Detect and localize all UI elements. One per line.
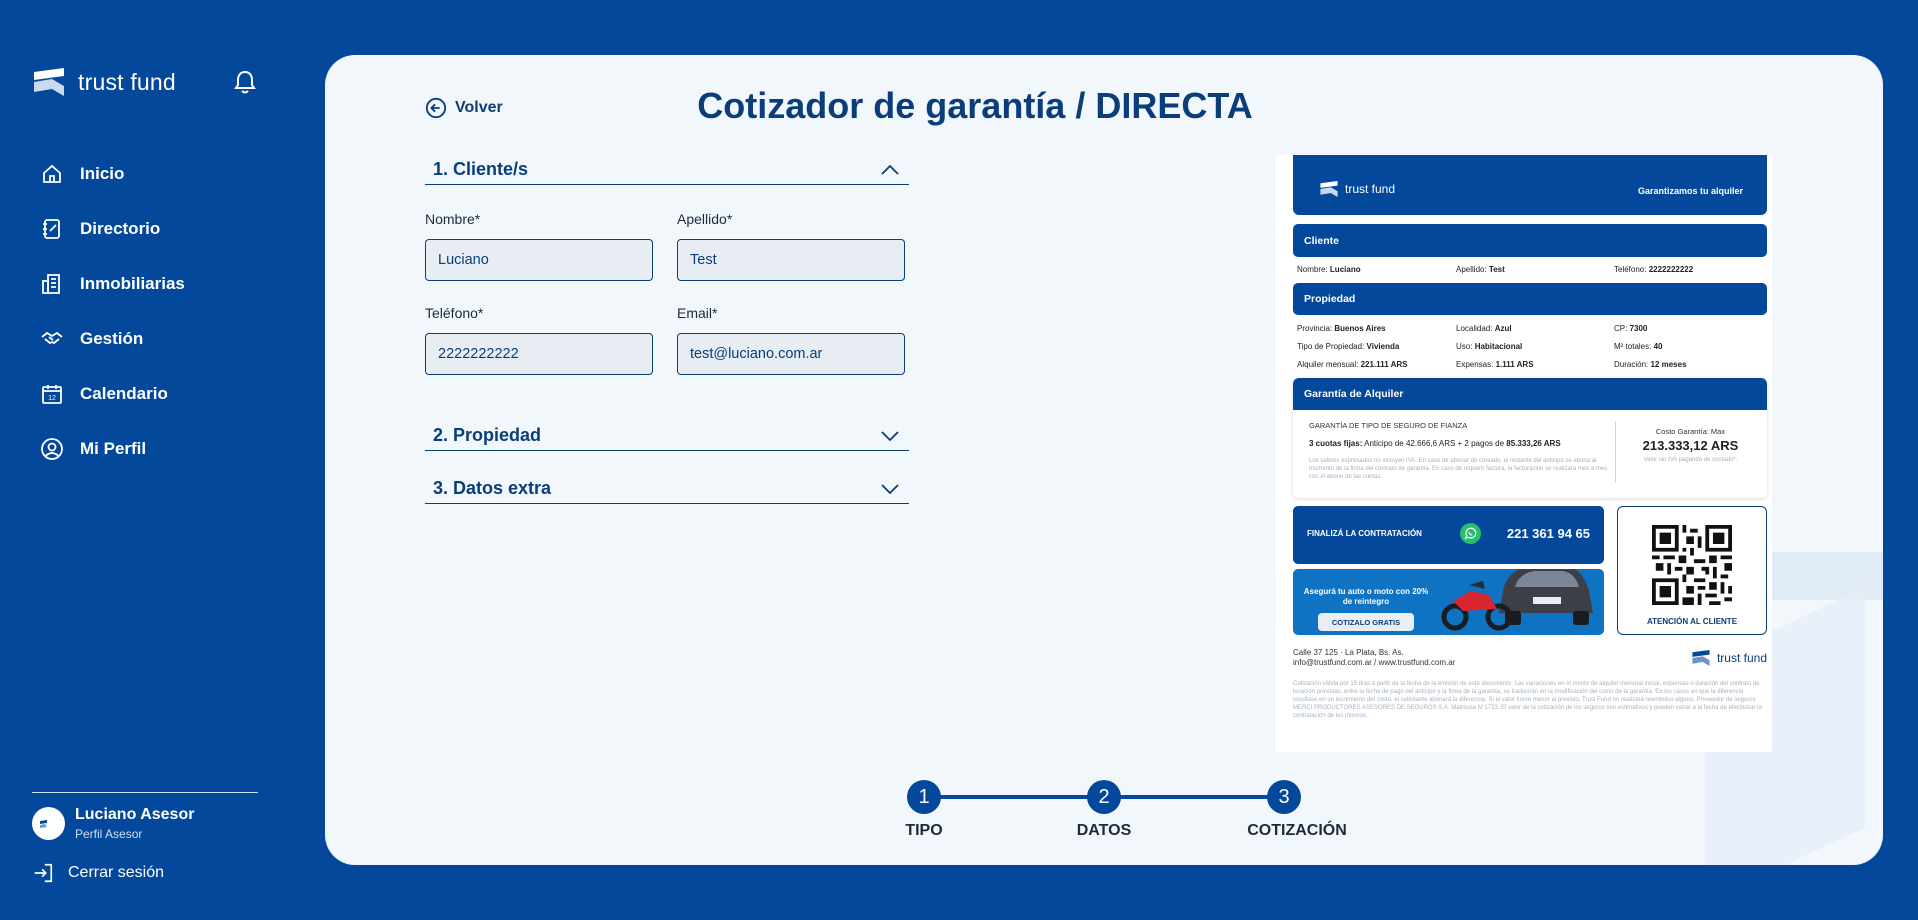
- pv-label: Expensas:: [1456, 360, 1494, 369]
- cost-note: Valor sin IVA pagando de contado*.: [1643, 457, 1738, 463]
- page-title: [325, 85, 1625, 127]
- step-2-label: DATOS: [1076, 822, 1132, 839]
- notebook-icon: [40, 217, 64, 241]
- brand-logo[interactable]: [32, 68, 176, 96]
- pv-value: Azul: [1494, 324, 1512, 333]
- section-clientes-header[interactable]: [425, 159, 909, 185]
- apellido-input[interactable]: [677, 239, 905, 281]
- sidebar-item-label: Directorio: [80, 218, 161, 238]
- back-label: Volver: [455, 99, 503, 116]
- sidebar-divider: [32, 792, 258, 793]
- preview-propiedad-title: Propiedad: [1304, 293, 1356, 305]
- sidebar-item-calendario[interactable]: [40, 366, 185, 421]
- pv-label: Uso:: [1456, 342, 1473, 351]
- qr-code-box[interactable]: [1617, 506, 1767, 635]
- divider: [1615, 421, 1616, 483]
- step-3-circle[interactable]: 3: [1267, 780, 1301, 814]
- page-title-separator: /: [1075, 85, 1086, 126]
- section-title: 1. Cliente/s: [433, 159, 529, 179]
- address-line: Calle 37 125 · La Plata, Bs. As.: [1293, 648, 1404, 657]
- main-panel: [325, 55, 1883, 865]
- user-name: Luciano Asesor: [75, 806, 195, 823]
- preview-header: [1293, 155, 1767, 215]
- preview-slogan: Garantizamos tu alquiler: [1637, 186, 1743, 196]
- pv-label: Teléfono:: [1614, 265, 1647, 274]
- quote-preview[interactable]: [1276, 155, 1772, 752]
- preview-propiedad-bar: [1293, 283, 1767, 315]
- sidebar-item-label: Calendario: [80, 383, 168, 403]
- pv-value: 40: [1653, 342, 1663, 351]
- logout-label: Cerrar sesión: [68, 864, 165, 881]
- cost-value: 213.333,12 ARS: [1642, 438, 1739, 453]
- notification-bell-icon[interactable]: [234, 70, 256, 94]
- nombre-input[interactable]: [425, 239, 653, 281]
- pv-value: 2222222222: [1648, 265, 1694, 274]
- handshake-icon: [40, 327, 64, 351]
- building-icon: [40, 272, 64, 296]
- nombre-label: Nombre*: [425, 211, 481, 227]
- chevron-down-icon: [881, 484, 899, 494]
- cuotas-amount: 85.333,26 ARS: [1506, 439, 1561, 448]
- preview-address: [1293, 648, 1455, 668]
- preview-garantia-box: [1293, 378, 1767, 498]
- pv-label: Alquiler mensual:: [1297, 360, 1359, 369]
- qr-code-icon: [1652, 525, 1732, 605]
- avatar-logo-icon: [39, 819, 59, 829]
- pv-label: M² totales:: [1614, 342, 1652, 351]
- pv-label: Nombre:: [1297, 265, 1328, 274]
- cost-label: Costo Garantía: Max: [1655, 427, 1726, 436]
- pv-label: Tipo de Propiedad:: [1297, 342, 1365, 351]
- pv-value: 12 meses: [1650, 360, 1687, 369]
- telefono-label: Teléfono*: [425, 305, 484, 321]
- cuotas-bold: 3 cuotas fijas:: [1309, 439, 1363, 448]
- logout-button[interactable]: [32, 862, 164, 884]
- pv-value: Buenos Aires: [1334, 324, 1386, 333]
- sidebar-item-label: Gestión: [80, 328, 144, 348]
- sidebar-item-label: Inicio: [80, 163, 125, 183]
- chevron-down-icon: [881, 431, 899, 441]
- logout-icon: [32, 862, 54, 884]
- home-icon: [40, 162, 64, 186]
- preview-garantia-note: Los valores expresados no incluyen IVA. En caso de abonar de contado, el restante del anticipo se abona al momento de la firma del contrato de garantía. En caso de requerir factura, la facturación se realizará mes a mes con el abono de las cuotas.: [1309, 458, 1608, 480]
- svg-text:12: 12: [48, 394, 56, 402]
- user-circle-icon: [40, 437, 64, 461]
- car-moto-illustration: [1433, 569, 1603, 635]
- preview-garantia-title: Garantía de Alquiler: [1293, 378, 1767, 410]
- trust-fund-logo-icon: [1691, 650, 1711, 666]
- step-1-circle[interactable]: 1: [907, 780, 941, 814]
- user-profile[interactable]: [32, 806, 194, 841]
- sidebar-item-inicio[interactable]: [40, 146, 185, 201]
- sidebar: [0, 0, 320, 920]
- preview-logo: [1319, 181, 1395, 197]
- preview-garantia-cuotas: [1309, 439, 1561, 448]
- whatsapp-cta[interactable]: [1293, 506, 1604, 564]
- whatsapp-label: FINALIZÁ LA CONTRATACIÓN: [1307, 529, 1422, 538]
- pv-label: Provincia:: [1297, 324, 1333, 333]
- pv-label: CP:: [1614, 324, 1628, 333]
- preview-legal-text: Cotización válida por 15 días a partir de la fecha de la emisión de este documento. Las variaciones en el monto de alquiler mensual inicial, expensas o duración del contrato de locación previstas, entre la fecha de pago del anticipo y la firma de la garantía, se traducirán en la modificación del costo de la garantía. En los casos en que la diferencia resultase en un incremento del costo, el solicitante abonará la diferencia. Si el valor fuese menor al previsto, Trust Fund no realizará reembolso alguno. Proveedor de seguros MERCI PRODUCTORES ASESORES DE SEGUROS S.A. Matrícula N°1733. El valor de la cotización de los seguros son estimativos y pueden variar a la fecha de efectivizar la contratación de los mismos.: [1293, 681, 1762, 720]
- page-title-main: Cotizador de garantía: [697, 85, 1066, 126]
- pv-label: Apellido:: [1456, 265, 1487, 274]
- section-title: 2. Propiedad: [433, 425, 542, 445]
- sidebar-item-inmobiliarias[interactable]: [40, 256, 185, 311]
- pv-value: Habitacional: [1474, 342, 1523, 351]
- pv-value: 7300: [1629, 324, 1648, 333]
- avatar: [32, 807, 65, 840]
- pv-value: Luciano: [1329, 265, 1361, 274]
- apellido-label: Apellido*: [677, 211, 733, 227]
- qr-label: ATENCIÓN AL CLIENTE: [1646, 617, 1738, 626]
- email-input[interactable]: [677, 333, 905, 375]
- pv-label: Duración:: [1614, 360, 1649, 369]
- sidebar-item-gestion[interactable]: [40, 311, 185, 366]
- promo-banner[interactable]: [1293, 569, 1604, 635]
- trust-fund-logo-icon: [1319, 181, 1339, 197]
- sidebar-nav: [40, 146, 185, 476]
- sidebar-item-label: Inmobiliarias: [80, 273, 185, 293]
- preview-cliente-bar: [1293, 224, 1767, 257]
- pv-value: 1.111 ARS: [1495, 360, 1534, 369]
- decorative-shape: [1765, 552, 1883, 600]
- whatsapp-phone: 221 361 94 65: [1506, 526, 1590, 541]
- calendar-icon: [40, 382, 64, 406]
- promo-text: Asegurá tu auto o moto con 20% de reintegro: [1303, 587, 1429, 607]
- email-label: Email*: [677, 305, 718, 321]
- step-2-circle[interactable]: 2: [1087, 780, 1121, 814]
- footer-brand-name: trust fund: [1716, 651, 1767, 665]
- step-1-label: TIPO: [905, 822, 943, 839]
- pv-value: Test: [1488, 265, 1505, 274]
- pv-value: Vivienda: [1366, 342, 1400, 351]
- promo-button[interactable]: COTIZALO GRATIS: [1318, 613, 1414, 631]
- sidebar-item-mi-perfil[interactable]: [40, 421, 185, 476]
- telefono-input[interactable]: [425, 333, 653, 375]
- whatsapp-icon: [1460, 523, 1481, 544]
- preview-brand-name: trust fund: [1345, 182, 1396, 196]
- preview-footer-logo: [1691, 650, 1767, 666]
- trust-fund-logo-icon: [32, 68, 66, 96]
- sidebar-item-label: Mi Perfil: [80, 438, 147, 458]
- chevron-up-icon: [881, 165, 899, 175]
- user-role: Perfil Asesor: [75, 827, 143, 841]
- pv-label: Localidad:: [1456, 324, 1493, 333]
- brand-name: trust fund: [78, 68, 176, 95]
- section-datos-extra-header[interactable]: [425, 478, 909, 504]
- section-propiedad-header[interactable]: [425, 425, 909, 451]
- pv-value: 221.111 ARS: [1360, 360, 1408, 369]
- contact-line: info@trustfund.com.ar / www.trustfund.com.ar: [1293, 658, 1456, 667]
- preview-cliente-title: Cliente: [1304, 234, 1340, 247]
- cuotas-text: Anticipo de 42.666,6 ARS + 2 pagos de: [1364, 439, 1505, 448]
- preview-garantia-subtitle: GARANTÍA DE TIPO DE SEGURO DE FIANZA: [1309, 421, 1468, 430]
- sidebar-item-directorio[interactable]: [40, 201, 185, 256]
- step-3-label: COTIZACIÓN: [1247, 822, 1347, 839]
- page-title-type: DIRECTA: [1095, 85, 1253, 126]
- section-title: 3. Datos extra: [433, 478, 552, 498]
